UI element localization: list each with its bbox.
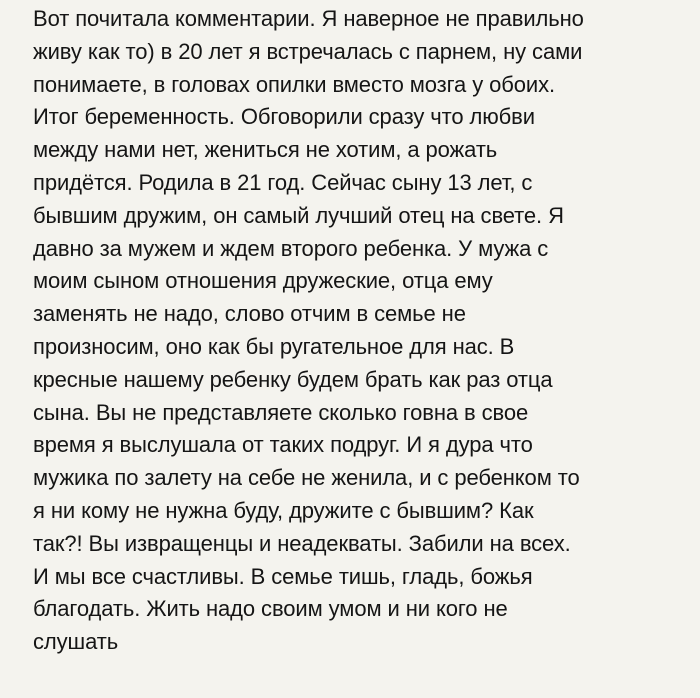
comment-line: сына. Вы не представляете сколько говна в свое (33, 399, 529, 425)
comment-line: кресные нашему ребенку будем брать как раз отца (33, 366, 553, 392)
comment-line: между нами нет, жениться не хотим, а рожать (33, 137, 498, 163)
comment-line: бывшим дружим, он самый лучший отец на свете. Я (33, 202, 564, 228)
comment-line: Итог беременность. Обговорили сразу что любви (33, 104, 535, 130)
comment-line: придётся. Родила в 21 год. Сейчас сыну 13 лет, с (33, 169, 533, 195)
comment-line: так?! Вы извращенцы и неадекваты. Забили на всех. (33, 530, 571, 556)
comment-line: живу как то) в 20 лет я встречалась с парнем, ну сами (33, 38, 583, 64)
comment-line: слушать (33, 629, 119, 655)
comment-line: давно за мужем и ждем второго ребенка. У мужа с (33, 235, 549, 261)
comment-line: благодать. Жить надо своим умом и ни кого не (33, 596, 508, 622)
comment-line: мужика по залету на себе не женила, и с ребенком то (33, 465, 580, 491)
comment-line: произносим, оно как бы ругательное для нас. В (33, 333, 515, 359)
comment-line: моим сыном отношения дружеские, отца ему (33, 268, 493, 294)
comment-line: заменять не надо, слово отчим в семье не (33, 301, 466, 327)
comment-line: Вот почитала комментарии. Я наверное не правильно (33, 6, 584, 31)
comment-line: понимаете, в головах опилки вместо мозга у обоих. (33, 71, 555, 97)
comment-line: время я выслушала от таких подруг. И я дура что (33, 432, 533, 458)
comment-line: И мы все счастливы. В семье тишь, гладь, божья (33, 563, 533, 589)
comment-line: я ни кому не нужна буду, дружите с бывшим? Как (33, 497, 534, 523)
